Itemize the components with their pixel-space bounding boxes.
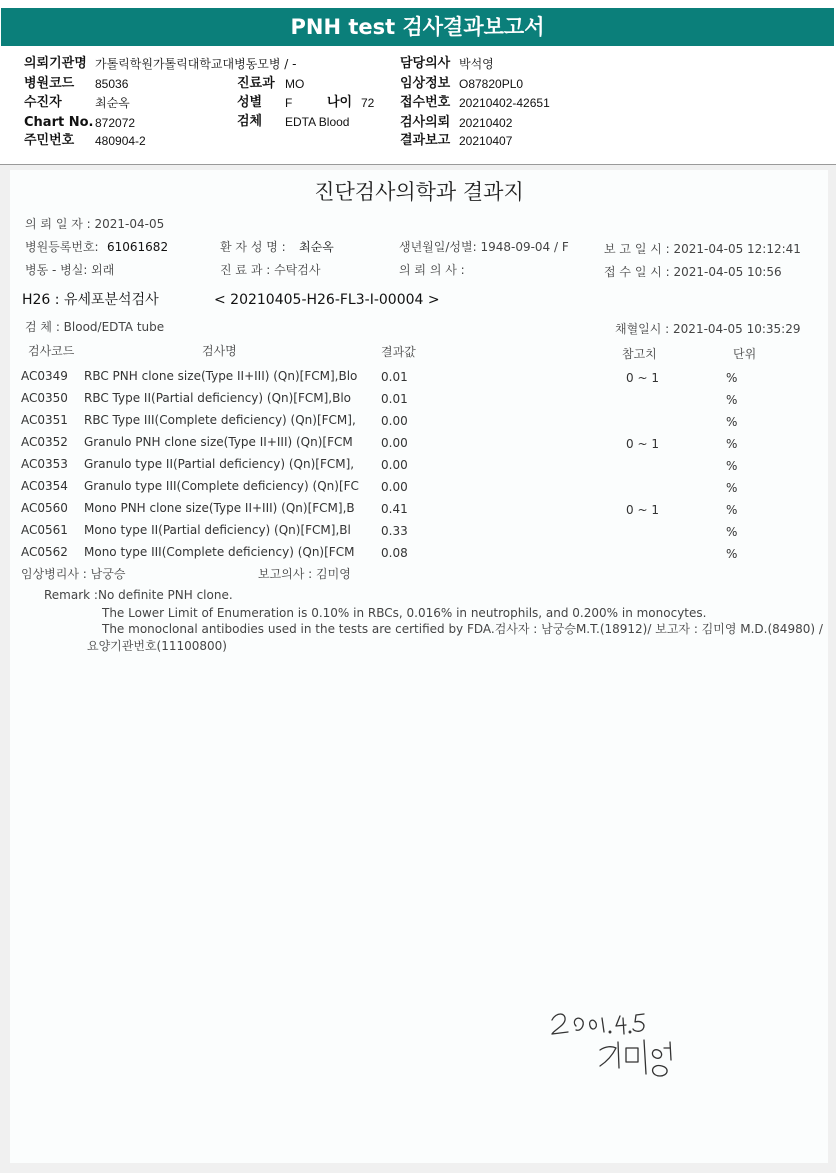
doctor-value: 박석영 xyxy=(459,57,494,71)
pathologist: 임상병리사 : 남궁승 xyxy=(21,567,126,581)
institution-value: 가톨릭학원가톨릭대학교대병동모병 / - xyxy=(95,57,297,71)
row-result: 0.33 xyxy=(381,524,408,538)
hospital-code-label: 병원코드 xyxy=(24,76,75,91)
age-value: 72 xyxy=(361,96,375,110)
clinic: 진 료 과 : 수탁검사 xyxy=(220,263,321,277)
row-name: Mono type III(Complete deficiency) (Qn)[FCM xyxy=(84,545,355,559)
reg-no: 61061682 xyxy=(107,240,169,254)
row-unit: % xyxy=(726,393,738,407)
department-label: 진료과 xyxy=(237,76,275,91)
row-unit: % xyxy=(726,459,738,473)
row-unit: % xyxy=(726,415,738,429)
request-date-label: 검사의뢰 xyxy=(400,115,451,130)
row-name: RBC Type III(Complete deficiency) (Qn)[FCM], xyxy=(84,413,356,427)
request-date: 의 뢰 일 자 : 2021-04-05 xyxy=(25,217,165,231)
request-date-value: 20210402 xyxy=(459,116,513,130)
row-ref: 0 ~ 1 xyxy=(626,371,659,385)
sex-value: F xyxy=(285,96,293,110)
row-code: AC0561 xyxy=(21,523,68,537)
resident-no-value: 480904-2 xyxy=(95,134,146,148)
row-result: 0.00 xyxy=(381,414,408,428)
result-sheet xyxy=(10,170,828,1163)
sex-label: 성별 xyxy=(237,95,263,110)
row-unit: % xyxy=(726,437,738,451)
remark-line: No definite PNH clone. xyxy=(98,588,233,602)
row-code: AC0353 xyxy=(21,457,68,471)
row-result: 0.01 xyxy=(381,370,408,384)
row-ref: 0 ~ 1 xyxy=(626,437,659,451)
reporting-doctor: 보고의사 : 김미영 xyxy=(258,567,351,581)
row-unit: % xyxy=(726,481,738,495)
chart-no-label: Chart No. xyxy=(24,115,94,130)
row-name: RBC Type II(Partial deficiency) (Qn)[FCM],Blo xyxy=(84,391,352,405)
clinical-info-value: O87820PL0 xyxy=(459,77,524,91)
row-unit: % xyxy=(726,371,738,385)
report-title-bar xyxy=(0,0,836,48)
row-result: 0.01 xyxy=(381,392,408,406)
row-result: 0.08 xyxy=(381,546,408,560)
hospital-code-value: 85036 xyxy=(95,77,129,91)
row-code: AC0352 xyxy=(21,435,68,449)
report-title: PNH test 검사결과보고서 xyxy=(1,8,834,46)
reg-no-label: 병원등록번호: xyxy=(25,240,99,254)
row-result: 0.41 xyxy=(381,502,408,516)
recipient-value: 최순옥 xyxy=(95,96,130,110)
institution-label: 의뢰기관명 xyxy=(24,56,87,71)
clinical-info-label: 임상정보 xyxy=(400,76,451,91)
row-code: AC0349 xyxy=(21,369,68,383)
col-name-header: 검사명 xyxy=(202,344,237,358)
resident-no-label: 주민번호 xyxy=(24,133,75,148)
row-code: AC0562 xyxy=(21,545,68,559)
col-result-header: 결과값 xyxy=(381,345,416,359)
row-code: AC0354 xyxy=(21,479,68,493)
collection-datetime: 채혈일시 : 2021-04-05 10:35:29 xyxy=(615,322,801,336)
row-name: Granulo type III(Complete deficiency) (Qn)[FC xyxy=(84,479,359,493)
row-unit: % xyxy=(726,525,738,539)
report-datetime: 보 고 일 시 : 2021-04-05 12:12:41 xyxy=(604,242,801,256)
patient-name: 최순옥 xyxy=(299,240,334,254)
receipt-no-value: 20210402-42651 xyxy=(459,96,550,110)
requesting-doctor: 의 뢰 의 사 : xyxy=(399,263,465,277)
birth-sex: 생년월일/성별: 1948-09-04 / F xyxy=(399,240,569,254)
col-unit-header: 단위 xyxy=(733,347,757,361)
row-result: 0.00 xyxy=(381,436,408,450)
accession-number: < 20210405-H26-FL3-I-00004 > xyxy=(214,292,440,308)
receipt-no-label: 접수번호 xyxy=(400,95,451,110)
row-unit: % xyxy=(726,547,738,561)
specimen: 검 체 : Blood/EDTA tube xyxy=(25,320,165,334)
remark-line: The Lower Limit of Enumeration is 0.10% in RBCs, 0.016% in neutrophils, and 0.200% in monocytes. xyxy=(102,606,707,620)
patient-name-label: 환 자 성 명 : xyxy=(220,240,286,254)
row-name: Granulo PNH clone size(Type II+III) (Qn)[FCM xyxy=(84,435,353,449)
specimen-label: 검체 xyxy=(237,114,263,129)
chart-no-value: 872072 xyxy=(95,116,136,130)
row-result: 0.00 xyxy=(381,458,408,472)
row-ref: 0 ~ 1 xyxy=(626,503,659,517)
col-code-header: 검사코드 xyxy=(28,344,75,358)
row-result: 0.00 xyxy=(381,480,408,494)
receipt-datetime: 접 수 일 시 : 2021-04-05 10:56 xyxy=(604,265,782,279)
specimen-value: EDTA Blood xyxy=(285,115,350,129)
col-ref-header: 참고치 xyxy=(622,347,657,361)
row-unit: % xyxy=(726,503,738,517)
department-value: MO xyxy=(285,77,305,91)
remark-label: Remark : xyxy=(44,588,98,602)
age-label: 나이 xyxy=(327,95,353,110)
row-name: Mono type II(Partial deficiency) (Qn)[FCM],Bl xyxy=(84,523,351,537)
remark-line: The monoclonal antibodies used in the tests are certified by FDA.검사자 : 남궁승M.T.(18912)/ 보고자 : 김미영 M.D.(84980) / xyxy=(102,622,823,636)
row-name: Mono PNH clone size(Type II+III) (Qn)[FCM],B xyxy=(84,501,355,515)
remark-line: 요양기관번호(11100800) xyxy=(87,639,227,653)
row-code: AC0351 xyxy=(21,413,68,427)
report-date-label: 결과보고 xyxy=(400,133,451,148)
ward: 병동 - 병실: 외래 xyxy=(25,263,115,277)
doctor-label: 담당의사 xyxy=(400,56,451,71)
recipient-label: 수진자 xyxy=(24,95,62,110)
row-name: Granulo type II(Partial deficiency) (Qn)[FCM], xyxy=(84,457,355,471)
report-header xyxy=(0,48,836,165)
report-date-value: 20210407 xyxy=(459,134,513,148)
row-name: RBC PNH clone size(Type II+III) (Qn)[FCM],Blo xyxy=(84,369,358,383)
handwritten-signature xyxy=(546,990,746,1090)
section-code: H26 : 유세포분석검사 xyxy=(22,292,159,308)
row-code: AC0560 xyxy=(21,501,68,515)
row-code: AC0350 xyxy=(21,391,68,405)
doc-title: 진단검사의학과 결과지 xyxy=(314,180,524,204)
